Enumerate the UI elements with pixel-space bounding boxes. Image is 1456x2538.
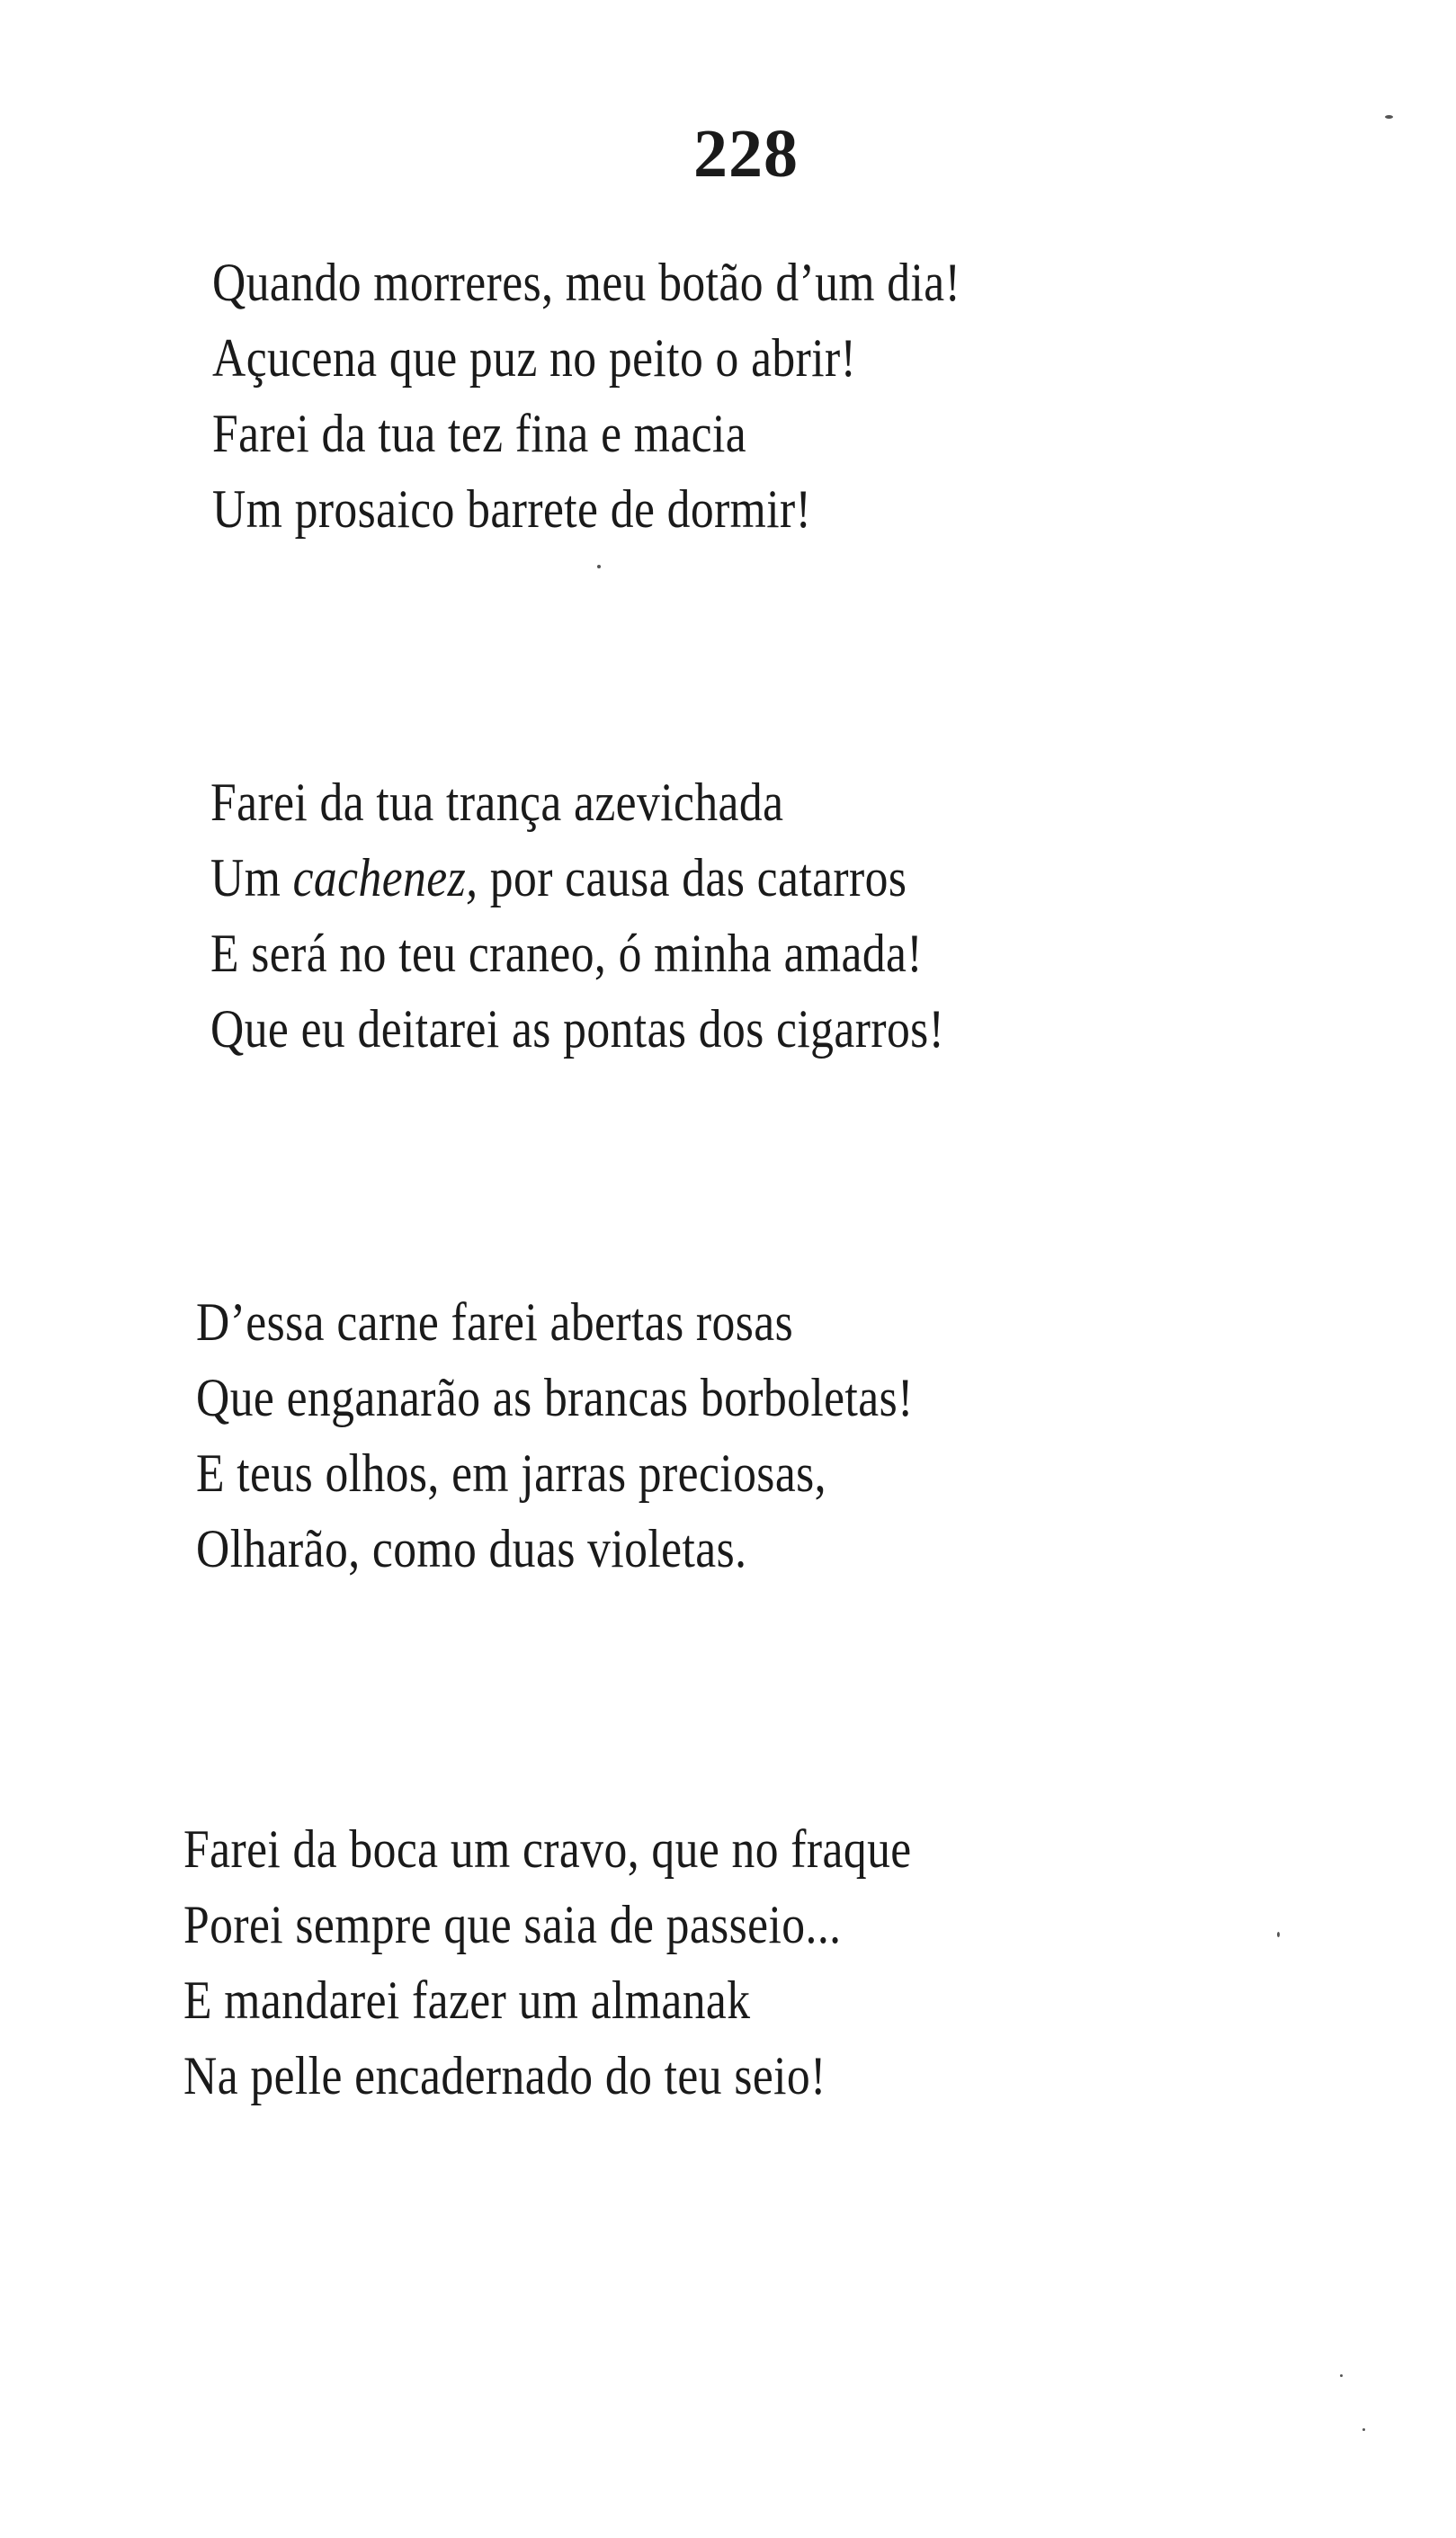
stanza-1: [212, 245, 960, 547]
verse-line: Farei da tua tez fina e macia: [212, 404, 747, 463]
verse-line: Porei sempre que saia de passeio...: [183, 1895, 842, 1954]
verse-line: [210, 840, 944, 916]
page-number: 228: [693, 116, 799, 192]
verse-line: Um prosaico barrete de dormir!: [212, 479, 812, 539]
stanza-4: [183, 1811, 912, 2114]
verse-fragment: Um: [210, 848, 293, 907]
verse-line: E mandarei fazer um almanak: [183, 1971, 751, 2030]
verse-line: Que eu deitarei as pontas dos cigarros!: [210, 999, 945, 1059]
verse-line: Farei da tua trança azevichada: [210, 773, 784, 832]
verse-line: D’essa carne farei abertas rosas: [196, 1292, 794, 1352]
verse-line: E teus olhos, em jarras preciosas,: [196, 1443, 826, 1503]
stanza-3: [196, 1284, 914, 1586]
stanza-2: [210, 764, 944, 1067]
print-speck: [1340, 2374, 1343, 2377]
verse-line: Açucena que puz no peito o abrir!: [212, 328, 857, 388]
print-speck: [1362, 2428, 1365, 2431]
verse-line: Olharão, como duas violetas.: [196, 1519, 747, 1578]
verse-line: Que enganarão as brancas borboletas!: [196, 1368, 914, 1427]
italic-word: cachenez,: [292, 848, 478, 907]
verse-line: Quando morreres, meu botão d’um dia!: [212, 253, 961, 312]
verse-line: Farei da boca um cravo, que no fraque: [183, 1819, 912, 1879]
print-speck: [597, 565, 601, 568]
verse-line: E será no teu craneo, ó minha amada!: [210, 924, 924, 983]
verse-fragment: por causa das catarros: [478, 848, 907, 907]
print-speck: [1277, 1932, 1280, 1937]
print-speck: [1385, 115, 1393, 119]
verse-line: Na pelle encadernado do teu seio!: [183, 2046, 826, 2105]
